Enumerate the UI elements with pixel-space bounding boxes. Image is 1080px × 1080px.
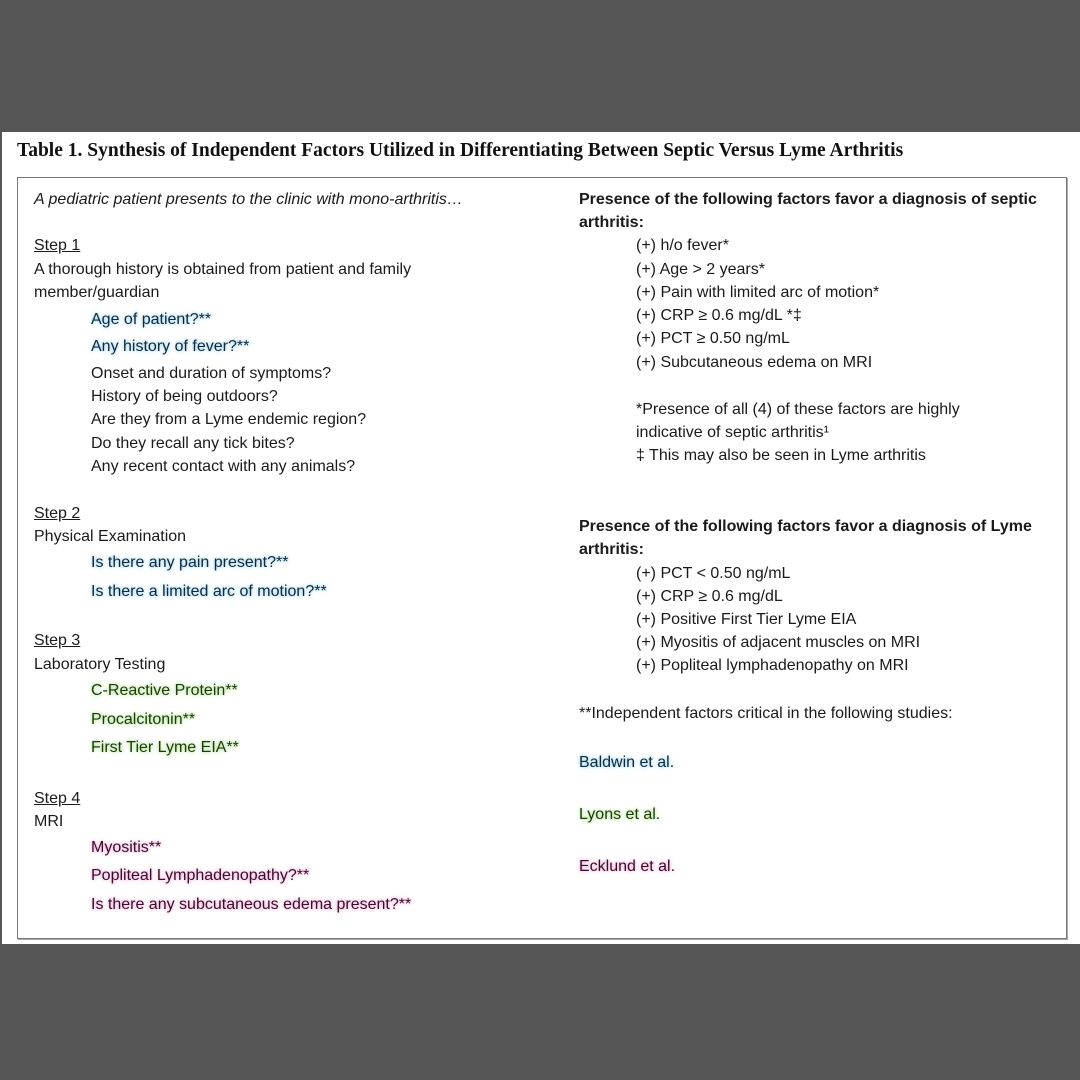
- step3-item: C-Reactive Protein**: [91, 682, 238, 699]
- lyme-factor: (+) Positive First Tier Lyme EIA: [636, 611, 857, 628]
- study-ecklund: Ecklund et al.: [579, 858, 676, 875]
- step2-desc: Physical Examination: [34, 528, 187, 545]
- table-title: Table 1. Synthesis of Independent Factors Utilized in Differentiating Between Septic Versus Lyme Arthritis: [17, 140, 904, 161]
- study-baldwin: Baldwin et al.: [579, 754, 675, 771]
- step1-desc: member/guardian: [34, 284, 160, 301]
- step1-item: Age of patient?**: [91, 311, 212, 328]
- lyme-heading: Presence of the following factors favor a diagnosis of Lyme: [579, 518, 1032, 535]
- septic-note: *Presence of all (4) of these factors are highly: [636, 401, 960, 418]
- septic-factor: (+) CRP ≥ 0.6 mg/dL *‡: [636, 307, 802, 324]
- septic-factor: (+) Subcutaneous edema on MRI: [636, 354, 873, 371]
- lyme-factor: (+) Popliteal lymphadenopathy on MRI: [636, 657, 909, 674]
- septic-note: ‡ This may also be seen in Lyme arthritis: [636, 447, 926, 464]
- step1-item: Onset and duration of symptoms?: [91, 365, 332, 382]
- step1-item: Any recent contact with any animals?: [91, 458, 356, 475]
- step2-item: Is there a limited arc of motion?**: [91, 583, 327, 600]
- lyme-factor: (+) Myositis of adjacent muscles on MRI: [636, 634, 921, 651]
- septic-factor: (+) PCT ≥ 0.50 ng/mL: [636, 330, 790, 347]
- step1-item: Do they recall any tick bites?: [91, 435, 295, 452]
- step4-label: Step 4: [34, 790, 81, 807]
- step4-item: Myositis**: [91, 839, 162, 856]
- septic-factor: (+) h/o fever*: [636, 237, 729, 254]
- step3-desc: Laboratory Testing: [34, 656, 166, 673]
- studies-note: **Independent factors critical in the following studies:: [579, 705, 953, 722]
- step1-item: Any history of fever?**: [91, 338, 250, 355]
- step2-label: Step 2: [34, 505, 81, 522]
- step1-label: Step 1: [34, 237, 81, 254]
- lyme-factor: (+) CRP ≥ 0.6 mg/dL: [636, 588, 783, 605]
- step1-item: History of being outdoors?: [91, 388, 278, 405]
- step4-item: Popliteal Lymphadenopathy?**: [91, 867, 310, 884]
- lyme-factor: (+) PCT < 0.50 ng/mL: [636, 565, 791, 582]
- septic-factor: (+) Age > 2 years*: [636, 261, 765, 278]
- septic-factor: (+) Pain with limited arc of motion*: [636, 284, 880, 301]
- septic-note: indicative of septic arthritis¹: [636, 424, 829, 441]
- step4-desc: MRI: [34, 813, 64, 830]
- septic-heading: arthritis:: [579, 214, 644, 231]
- step1-item: Are they from a Lyme endemic region?: [91, 411, 367, 428]
- lyme-heading: arthritis:: [579, 541, 644, 558]
- step2-item: Is there any pain present?**: [91, 554, 289, 571]
- study-lyons: Lyons et al.: [579, 806, 661, 823]
- intro-text: A pediatric patient presents to the clinic with mono-arthritis…: [34, 191, 463, 208]
- step1-desc: A thorough history is obtained from patient and family: [34, 261, 412, 278]
- step3-label: Step 3: [34, 632, 81, 649]
- step3-item: First Tier Lyme EIA**: [91, 739, 239, 756]
- step3-item: Procalcitonin**: [91, 711, 196, 728]
- septic-heading: Presence of the following factors favor a diagnosis of septic: [579, 191, 1037, 208]
- step4-item: Is there any subcutaneous edema present?**: [91, 896, 412, 913]
